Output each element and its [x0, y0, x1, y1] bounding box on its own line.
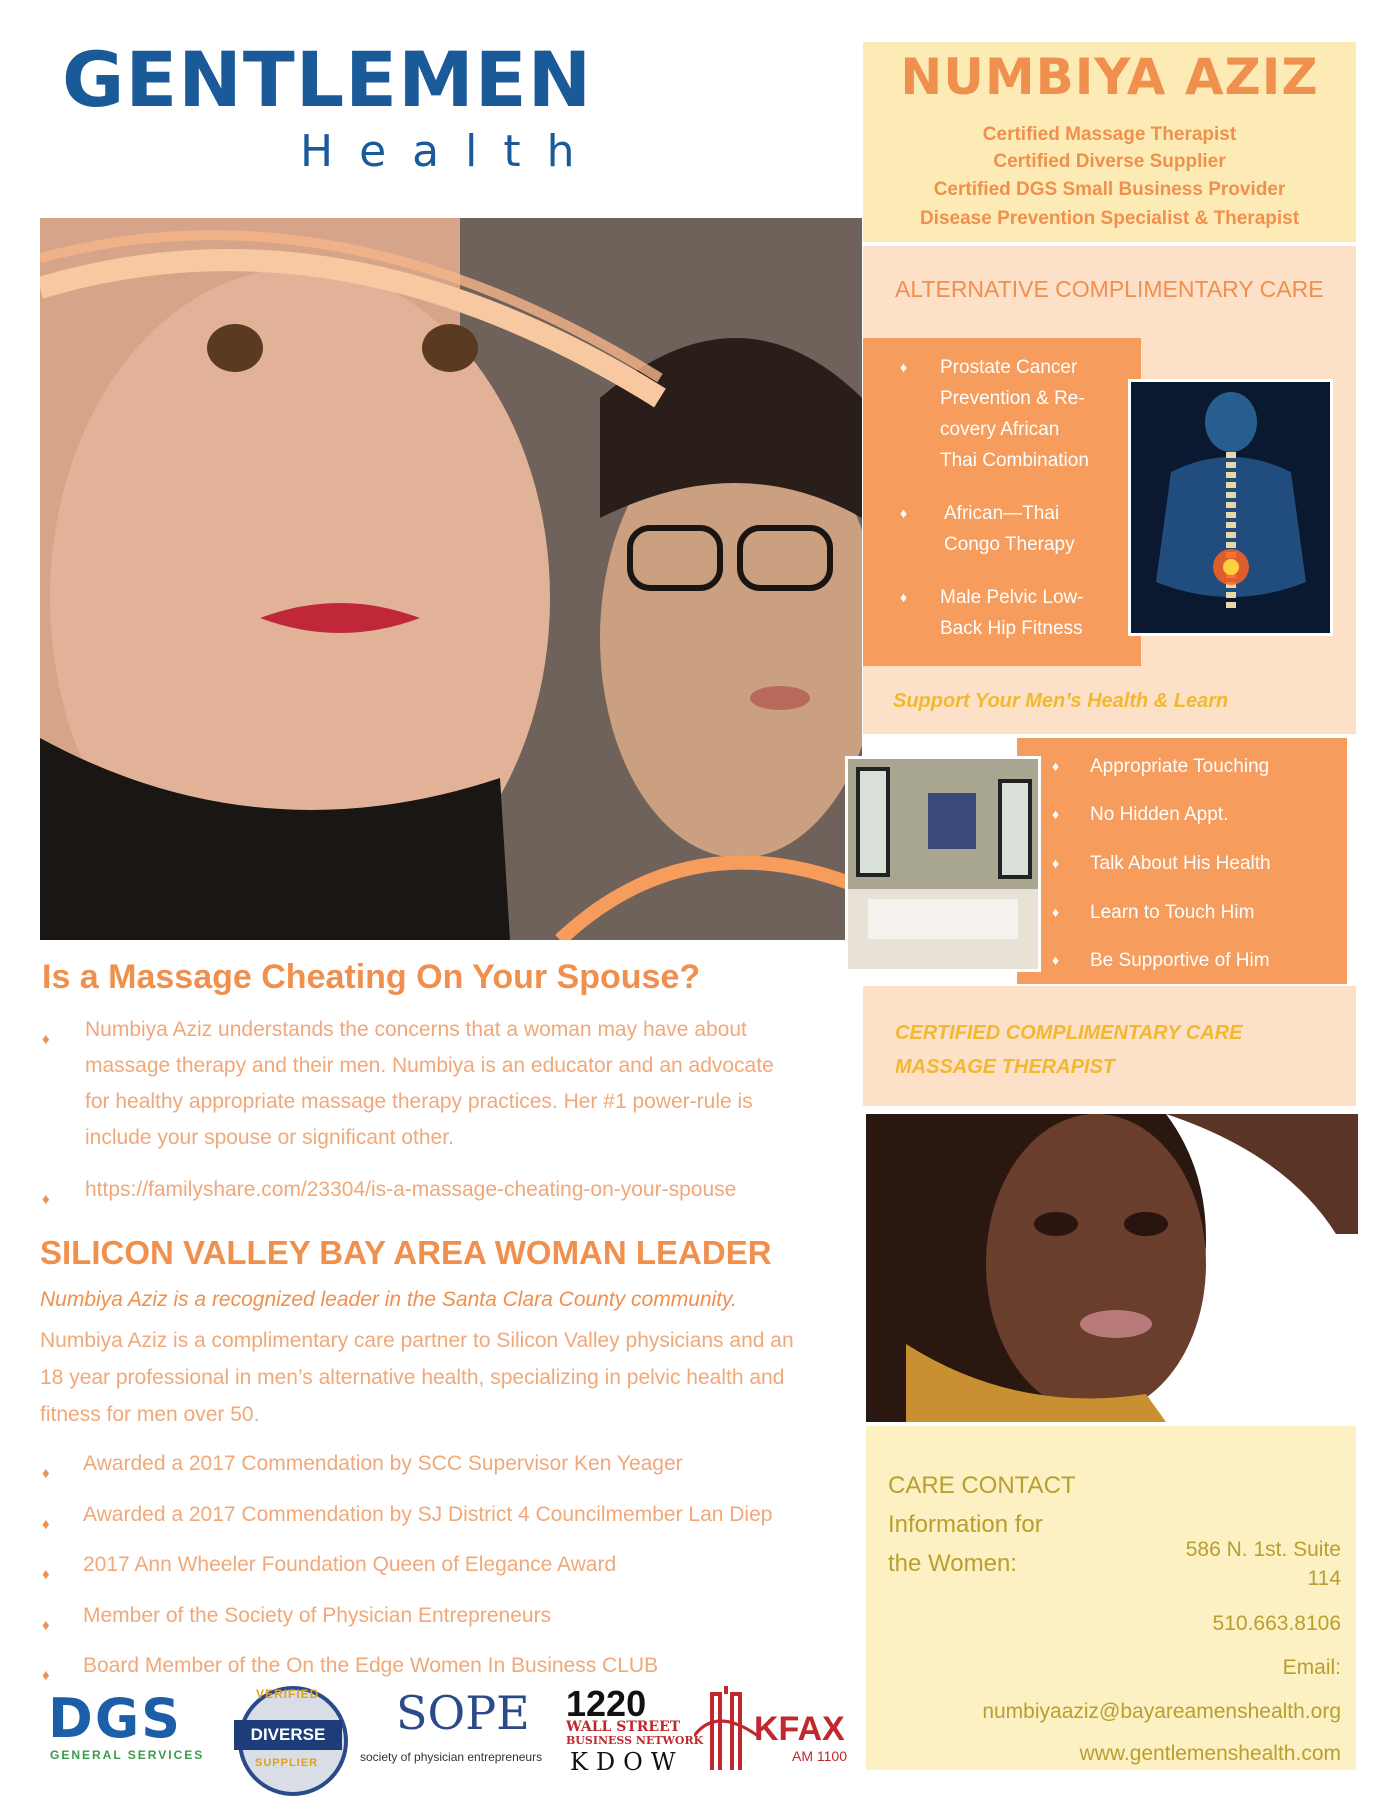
- kfax-subtitle: AM 1100: [792, 1748, 847, 1764]
- bullet-icon: ♦: [42, 1465, 50, 1482]
- alt-care-heading: ALTERNATIVE COMPLIMENTARY CARE: [895, 276, 1324, 302]
- service-line: Back Hip Fitness: [940, 618, 1083, 639]
- sope-logo: SOPE: [396, 1686, 530, 1740]
- leader-heading: SILICON VALLEY BAY AREA WOMAN LEADER: [40, 1234, 772, 1271]
- am1220-subtitle-line: BUSINESS NETWORK: [566, 1734, 704, 1747]
- service-line: Thai Combination: [940, 450, 1089, 471]
- credential: Certified DGS Small Business Provider: [933, 179, 1286, 200]
- leader-paragraph: [40, 1322, 860, 1433]
- sope-logo-subtitle: society of physician entrepreneurs: [360, 1750, 543, 1764]
- dgs-logo: DGS: [48, 1687, 183, 1750]
- certified-line: CERTIFIED COMPLIMENTARY CARE: [895, 1022, 1243, 1044]
- spine-illustration: [1131, 382, 1330, 633]
- portrait-illustration: [866, 1114, 1358, 1422]
- spine-image: [1128, 379, 1333, 636]
- badge-top-text: VERIFIED: [256, 1687, 320, 1701]
- service-line: Congo Therapy: [944, 534, 1075, 555]
- kdow-logo: KDOW: [570, 1748, 684, 1776]
- support-heading: Support Your Men’s Health & Learn: [893, 690, 1229, 712]
- article-link[interactable]: https://familyshare.com/23304/is-a-massage-cheating-on-your-spouse: [85, 1178, 737, 1201]
- bullet-icon: ♦: [900, 505, 908, 521]
- article-link-item: [42, 1172, 862, 1208]
- contact-title: Information for: [888, 1511, 1043, 1538]
- award-item: [42, 1547, 862, 1583]
- bullet-icon: ♦: [1052, 952, 1060, 968]
- credential: Certified Diverse Supplier: [993, 151, 1226, 172]
- award-item: [42, 1648, 862, 1684]
- bridge-icon: [694, 1686, 758, 1772]
- contact-address: 586 N. 1st. Suite: [1185, 1538, 1341, 1561]
- bullet-icon: ♦: [42, 1617, 50, 1634]
- contact-email-label: Email:: [1282, 1656, 1341, 1679]
- bullet-icon: ♦: [900, 359, 908, 375]
- award-label: Board Member of the On the Edge Women In Business CLUB: [83, 1654, 659, 1677]
- support-item-label: Talk About His Health: [1090, 853, 1271, 874]
- bullet-icon: ♦: [42, 1516, 50, 1533]
- support-item-label: Appropriate Touching: [1090, 756, 1270, 777]
- award-label: Member of the Society of Physician Entrepreneurs: [83, 1604, 552, 1627]
- leader-line: Numbiya Aziz is a complimentary care partner to Silicon Valley physicians and an: [40, 1329, 794, 1352]
- badge-bottom-text: SUPPLIER: [255, 1757, 319, 1769]
- award-item: [42, 1497, 862, 1533]
- bullet-icon: ♦: [900, 589, 908, 605]
- contact-phone[interactable]: 510.663.8106: [1212, 1612, 1341, 1635]
- contact-email[interactable]: numbiyaaziz@bayareamenshealth.org: [982, 1700, 1341, 1723]
- support-item-label: No Hidden Appt.: [1090, 804, 1229, 825]
- hero-illustration: [40, 218, 862, 940]
- service-line: covery African: [940, 419, 1060, 440]
- service-line: African—Thai: [944, 503, 1060, 524]
- portrait-image: [866, 1114, 1358, 1422]
- credential: Certified Massage Therapist: [982, 124, 1237, 145]
- spa-room-illustration: [848, 759, 1038, 969]
- contact-title: the Women:: [888, 1550, 1017, 1577]
- bullet-icon: ♦: [1052, 855, 1060, 871]
- leader-line: fitness for men over 50.: [40, 1403, 260, 1426]
- bullet-icon: ♦: [1052, 806, 1060, 822]
- bullet-icon: ♦: [42, 1566, 50, 1583]
- badge-main-text: DIVERSE: [234, 1720, 342, 1750]
- article-line: Numbiya Aziz understands the concerns that a woman may have about: [85, 1018, 747, 1041]
- award-item: [42, 1598, 862, 1634]
- bullet-icon: ♦: [42, 1191, 50, 1208]
- certified-line: MASSAGE THERAPIST: [895, 1056, 1116, 1078]
- contact-address: 114: [1307, 1567, 1341, 1590]
- am1220-subtitle-line: WALL STREET: [566, 1719, 681, 1735]
- support-item-label: Learn to Touch Him: [1090, 902, 1255, 923]
- service-line: Prostate Cancer: [940, 357, 1078, 378]
- am1220-logo: 1220: [566, 1683, 647, 1724]
- article-line: for healthy appropriate massage therapy practices. Her #1 power-rule is: [85, 1090, 753, 1113]
- award-label: Awarded a 2017 Commendation by SJ District 4 Councilmember Lan Diep: [83, 1503, 773, 1526]
- award-label: Awarded a 2017 Commendation by SCC Supervisor Ken Yeager: [83, 1452, 683, 1475]
- award-item: [42, 1446, 862, 1482]
- leader-line: 18 year professional in men’s alternative health, specializing in pelvic health and: [40, 1366, 785, 1389]
- dgs-logo-subtitle: GENERAL SERVICES: [50, 1748, 205, 1762]
- therapist-name: NUMBIYA AZIZ: [900, 48, 1319, 106]
- certified-band: [863, 986, 1356, 1106]
- service-line: Male Pelvic Low-: [940, 587, 1084, 608]
- hero-photo: [40, 218, 862, 940]
- spa-room-image: [845, 756, 1041, 972]
- contact-website[interactable]: www.gentlemenshealth.com: [1079, 1742, 1341, 1765]
- kfax-logo: KFAX: [754, 1710, 845, 1748]
- support-item-label: Be Supportive of Him: [1090, 950, 1270, 971]
- bullet-icon: ♦: [42, 1031, 50, 1048]
- article-line: include your spouse or significant other.: [85, 1126, 454, 1149]
- bullet-icon: ♦: [1052, 758, 1060, 774]
- award-label: 2017 Ann Wheeler Foundation Queen of Elegance Award: [83, 1553, 617, 1576]
- logo-wordmark: GENTLEMEN: [62, 35, 593, 124]
- am1220-subtitle: [566, 1720, 703, 1748]
- leader-intro: Numbiya Aziz is a recognized leader in the Santa Clara County community.: [40, 1288, 737, 1311]
- logo-subtitle: Health: [300, 126, 601, 177]
- bullet-icon: ♦: [1052, 904, 1060, 920]
- credential: Disease Prevention Specialist & Therapist: [919, 208, 1300, 229]
- contact-title: CARE CONTACT: [888, 1472, 1076, 1499]
- service-line: Prevention & Re-: [940, 388, 1085, 409]
- article-paragraph: [42, 1012, 862, 1158]
- bullet-icon: ♦: [42, 1667, 50, 1684]
- article-heading: Is a Massage Cheating On Your Spouse?: [42, 958, 701, 996]
- article-line: massage therapy and their men. Numbiya is an educator and an advocate: [85, 1054, 774, 1077]
